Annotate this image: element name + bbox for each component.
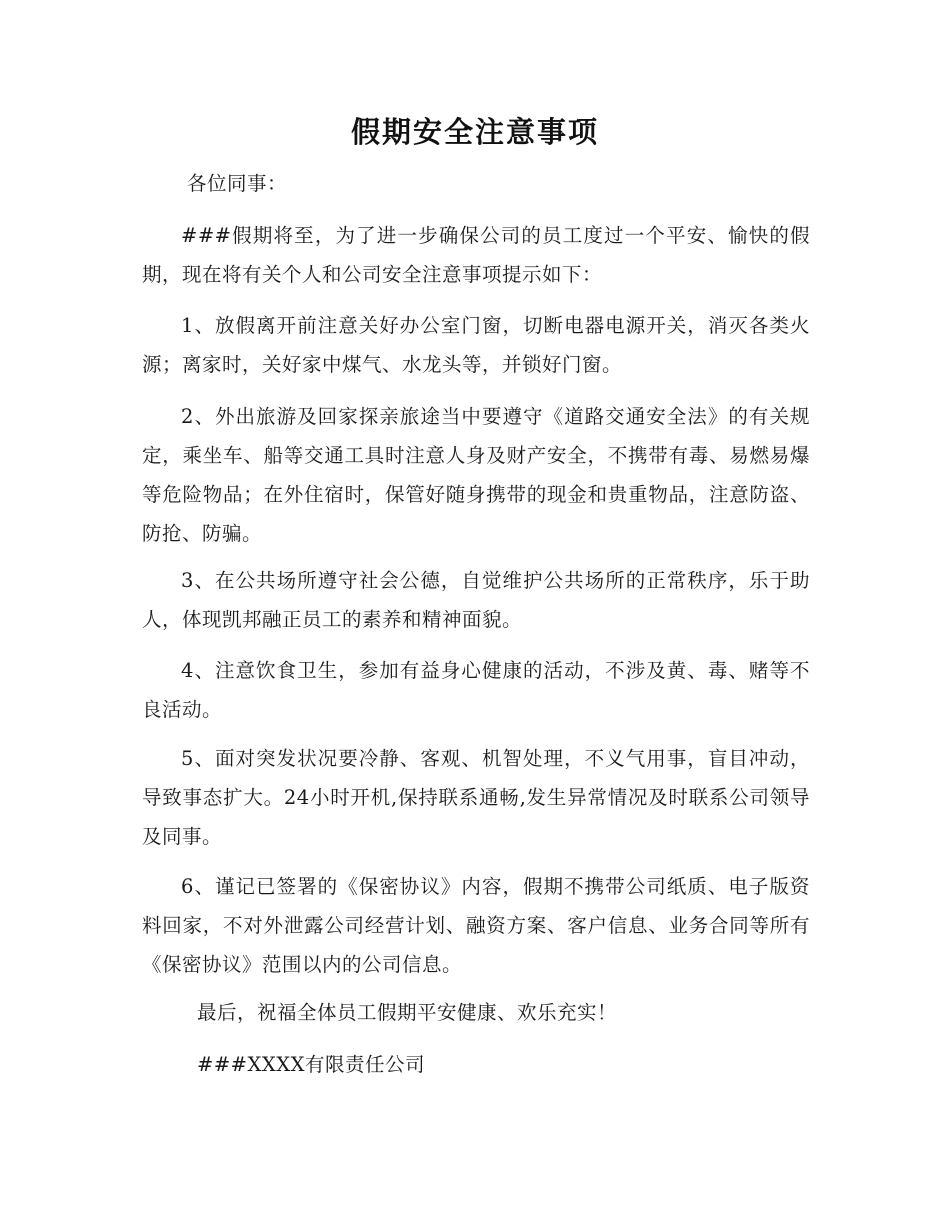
item-4-paragraph: 4、注意饮食卫生，参加有益身心健康的活动，不涉及黄、毒、赌等不良活动。 (142, 659, 810, 721)
salutation: 各位同事： (187, 172, 288, 195)
company-signature: ###XXXX有限责任公司 (197, 1053, 426, 1076)
item-5-paragraph: 5、面对突发状况要冷静、客观、机智处理，不义气用事，盲目冲动，导致事态扩大。24小时开机,保持联系通畅,发生异常情况及时联系公司领导及同事。 (142, 747, 810, 848)
item-6-paragraph: 6、谨记已签署的《保密协议》内容，假期不携带公司纸质、电子版资料回家，不对外泄露公司经营计划、融资方案、客户信息、业务合同等所有《保密协议》范围以内的公司信息。 (142, 875, 810, 976)
item-3-paragraph: 3、在公共场所遵守社会公德，自觉维护公共场所的正常秩序，乐于助人，体现凯邦融正员工的素养和精神面貌。 (142, 569, 810, 631)
document-title: 假期安全注意事项 (350, 115, 599, 149)
item-2-paragraph: 2、外出旅游及回家探亲旅途当中要遵守《道路交通安全法》的有关规定，乘坐车、船等交通工具时注意人身及财产安全，不携带有毒、易燃易爆等危险物品；在外住宿时，保管好随身携带的现金和贵重物品，注意防盗、防抢、防骗。 (142, 405, 810, 545)
intro-paragraph: ###假期将至，为了进一步确保公司的员工度过一个平安、愉快的假期，现在将有关个人和公司安全注意事项提示如下： (142, 224, 810, 286)
item-1-paragraph: 1、放假离开前注意关好办公室门窗，切断电器电源开关，消灭各类火源；离家时，关好家中煤气、水龙头等，并锁好门窗。 (142, 314, 810, 376)
closing-line: 最后，祝福全体员工假期平安健康、欢乐充实！ (197, 1001, 618, 1024)
